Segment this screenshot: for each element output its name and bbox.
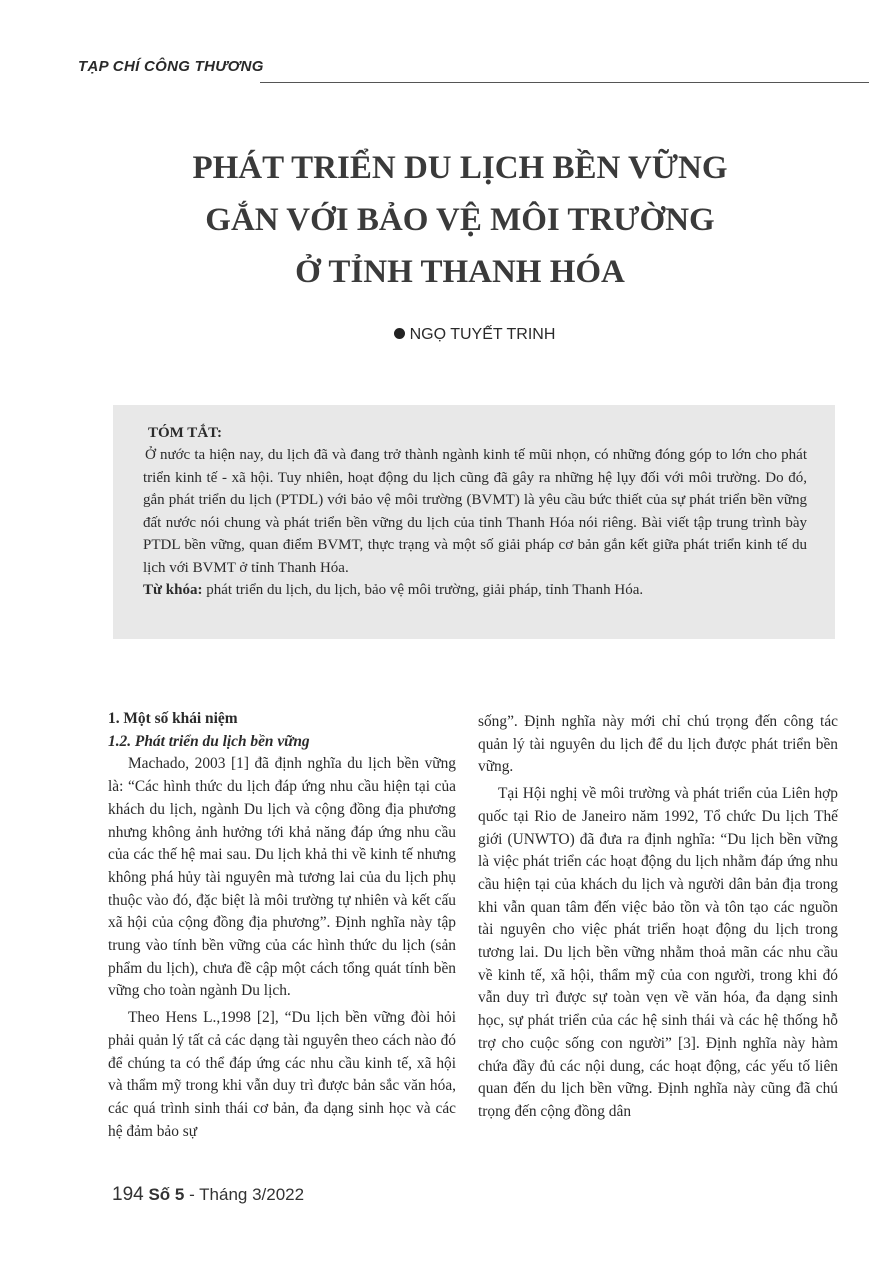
page-footer [112, 1184, 304, 1206]
abstract-heading: TÓM TẮT: [148, 425, 223, 441]
paragraph: Theo Hens L.,1998 [2], “Du lịch bền vững đòi hỏi phải quản lý tất cả các dạng tài nguyên theo cách nào đó để chúng ta có thể đáp ứng các nhu cầu kinh tế, xã hội và thẩm mỹ trong khi vẫn duy trì được bản sắc văn hóa, các quá trình sinh thái cơ bản, đa dạng sinh học và các hệ đảm bảo sự [108, 1009, 456, 1140]
subsection-heading: 1.2. Phát triển du lịch bền vững [108, 732, 310, 750]
right-column [478, 711, 838, 1124]
article-title [100, 142, 820, 298]
bullet-icon [394, 328, 405, 339]
author-name: NGỌ TUYẾT TRINH [409, 326, 556, 343]
abstract-body: Ở nước ta hiện nay, du lịch đã và đang trở thành ngành kinh tế mũi nhọn, có những đóng góp to lớn cho phát triển kinh tế - xã hội. Tuy nhiên, hoạt động du lịch cũng đã gây ra những hệ lụy đối với môi trường. Do đó, gắn phát triển du lịch (PTDL) với bảo vệ môi trường (BVMT) là yêu cầu bức thiết của sự phát triển bền vững đất nước nói chung và phát triển bền vững du lịch của tỉnh Thanh Hóa nói riêng. Bài viết tập trung trình bày PTDL bền vững, quan điểm BVMT, thực trạng và một số giải pháp cơ bản gắn kết giữa phát triển kinh tế du lịch với BVMT ở tỉnh Thanh Hóa. [143, 447, 807, 576]
left-column [108, 708, 456, 1143]
title-line-3: Ở TỈNH THANH HÓA [295, 254, 625, 290]
header-rule [260, 82, 869, 83]
issue-date: - Tháng 3/2022 [184, 1185, 305, 1204]
journal-header: TẠP CHÍ CÔNG THƯƠNG [78, 58, 264, 75]
issue-number: Số 5 [148, 1185, 185, 1204]
section-heading: 1. Một số khái niệm [108, 710, 238, 727]
keywords-label: Từ khóa: [143, 582, 203, 598]
paragraph: Machado, 2003 [1] đã định nghĩa du lịch bền vững là: “Các hình thức du lịch đáp ứng nhu cầu hiện tại của khách du lịch, ngành Du lịch và cộng đồng địa phương nhưng không ảnh hưởng tới khả năng đáp ứng nhu cầu của các thế hệ mai sau. Du lịch khả thi về kinh tế nhưng không phá hủy tài nguyên mà tương lai của du lịch phụ thuộc vào đó, đặc biệt là môi trường tự nhiên và kết cấu xã hội của cộng đồng địa phương”. Định nghĩa này tập trung vào tính bền vững của các hình thức du lịch (sản phẩm du lịch), chưa đề cập một cách tổng quát tính bền vững cho toàn ngành Du lịch. [108, 755, 456, 1000]
title-line-1: PHÁT TRIỂN DU LỊCH BỀN VỮNG [192, 150, 728, 186]
abstract-box [113, 405, 835, 639]
page-number: 194 [112, 1184, 144, 1205]
paragraph: sống”. Định nghĩa này mới chỉ chú trọng đến công tác quản lý tài nguyên du lịch để du lịch được phát triển bền vững. [478, 713, 838, 776]
title-line-2: GẮN VỚI BẢO VỆ MÔI TRƯỜNG [205, 202, 715, 238]
paragraph: Tại Hội nghị về môi trường và phát triển của Liên hợp quốc tại Rio de Janeiro năm 1992, Tổ chức Du lịch Thế giới (UNWTO) đã đưa ra định nghĩa: “Du lịch bền vững là việc phát triển các hoạt động du lịch nhằm đáp ứng nhu cầu hiện tại của khách du lịch và người dân bản địa trong khi vẫn quan tâm đến việc bảo tồn và tôn tạo các nguồn tài nguyên cho việc phát triển hoạt động du lịch trong tương lai. Du lịch bền vững nhằm thoả mãn các nhu cầu về kinh tế, xã hội, thẩm mỹ của con người, trong khi đó vẫn duy trì được sự toàn vẹn về văn hóa, đa dạng sinh học, sự phát triển của các hệ sinh thái và các hệ thống hỗ trợ cho cuộc sống con người” [3]. Định nghĩa này hàm chứa đầy đủ các nội dung, các hoạt động, các yếu tố liên quan đến du lịch bền vững. Định nghĩa này cũng đã chú trọng đến cộng đồng dân [478, 785, 838, 1120]
keywords [143, 579, 807, 602]
author-line [0, 326, 869, 344]
keywords-text: phát triển du lịch, du lịch, bảo vệ môi trường, giải pháp, tỉnh Thanh Hóa. [202, 582, 644, 598]
